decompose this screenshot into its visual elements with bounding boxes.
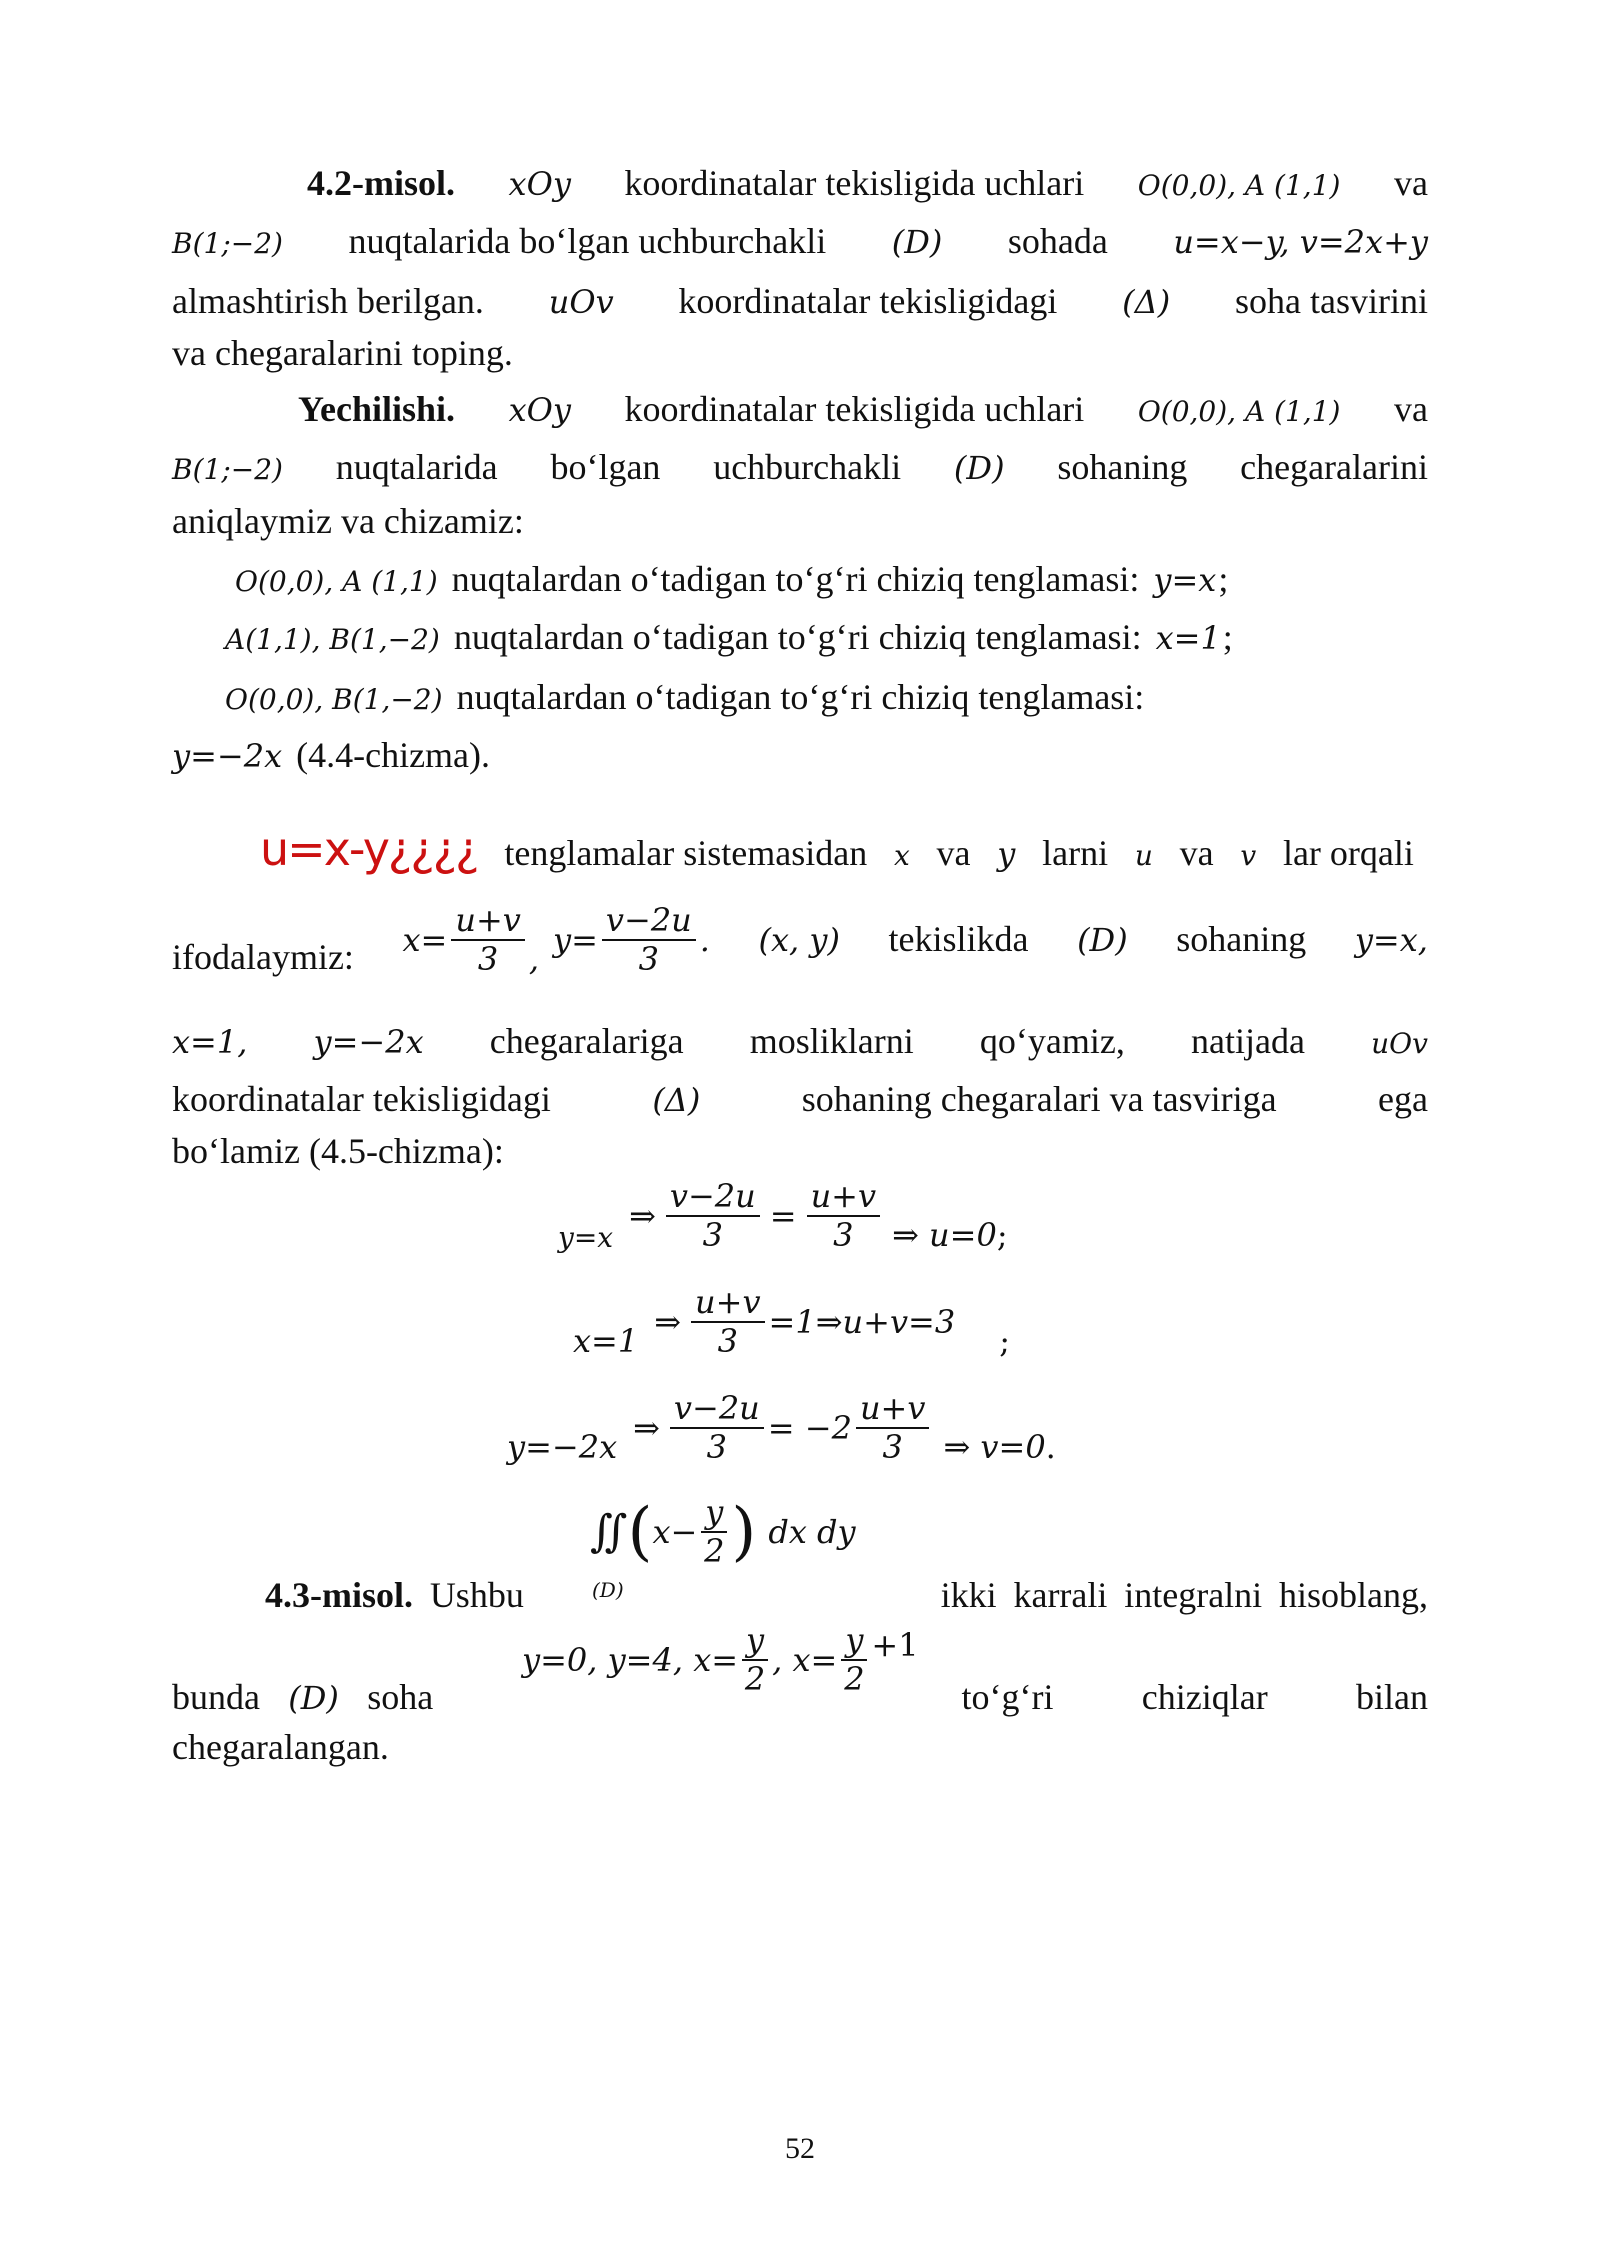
line-row-4 <box>172 734 1428 776</box>
points-oa: O(0,0), A (1,1) <box>1137 169 1341 202</box>
line-row-1 <box>235 558 1438 600</box>
row3-points: O(0,0), B(1,−2) <box>225 683 443 716</box>
p3-text: sohaning chegaralari va tasviriga <box>801 1079 1277 1119</box>
p2-word: chegaralarini <box>1240 447 1428 487</box>
xoy-label: xOy <box>508 165 571 203</box>
word-va: va <box>1394 389 1428 429</box>
p4-line1 <box>265 1574 1428 1616</box>
system-line <box>260 822 1428 876</box>
substitution-formula: u=x−y, v=2x+y <box>1173 223 1428 261</box>
region-bounds: y=0, y=4, x= $\frac{y}{2}$ , x= $\frac{y}{2}$ +1 <box>522 1621 919 1698</box>
p4-word: integralni <box>1124 1575 1263 1615</box>
semicolon: ; <box>1222 617 1233 657</box>
boundary-line <box>172 1020 1428 1062</box>
page-number: 52 <box>785 2132 815 2165</box>
row4-eq: y=−2x <box>172 737 283 775</box>
row-text: nuqtalardan o‘tadigan to‘g‘ri chiziq tenglamasi: <box>451 559 1140 599</box>
p2-line3 <box>172 500 1428 542</box>
row-text: nuqtalardan o‘tadigan to‘g‘ri chiziq tenglamasi: <box>456 677 1145 717</box>
p3-text: sohaning <box>1176 918 1307 959</box>
p3-word: qo‘yamiz, <box>979 1021 1125 1061</box>
var-u: u <box>1134 839 1153 872</box>
p1-line4 <box>172 332 1428 374</box>
p2-line2 <box>172 446 1428 488</box>
p1-line2 <box>172 220 1428 262</box>
word-va: va <box>1393 163 1428 203</box>
p2-word: uchburchakli <box>713 447 902 487</box>
p3-text: koordinatalar tekisligidagi <box>172 1079 551 1119</box>
p1-text: va chegaralarini toping. <box>172 333 513 373</box>
row1-eq: y=x <box>1153 561 1217 599</box>
p3-text: lar orqali <box>1282 833 1414 873</box>
p3-text: bo‘lamiz (4.5-chizma): <box>172 1131 504 1171</box>
p3-text: ifodalaymiz: <box>172 936 354 977</box>
fraction-v-minus-2u: $\frac{v-2u}{3}$ <box>602 902 696 978</box>
p1-text: soha tasvirini <box>1234 281 1428 321</box>
p3-word: mosliklarni <box>749 1021 914 1061</box>
fraction-y-2: $\frac{y}{2}$ <box>701 1494 727 1570</box>
line-row-2 <box>225 616 1428 658</box>
p4-word: to‘g‘ri <box>961 1677 1054 1717</box>
p3-text: tenglamalar sistemasidan <box>504 833 868 873</box>
point-b: B(1;−2) <box>172 453 283 486</box>
domain-delta: (Δ) <box>1122 283 1171 321</box>
equation-1: y=x ⇒ $\frac{v-2u}{3}$ = $\frac{u+v}{3}$ ⇒ u=0 ; <box>558 1177 1008 1254</box>
domain-delta: (Δ) <box>652 1081 701 1119</box>
p2-word: nuqtalarida <box>335 447 498 487</box>
p1-text: koordinatalar tekisligidagi <box>678 281 1058 321</box>
p4-word: chiziqlar <box>1141 1677 1268 1717</box>
p4-word: hisoblang, <box>1278 1575 1428 1615</box>
p2-line1 <box>298 388 1428 430</box>
domain-d: (D) <box>288 1679 339 1717</box>
row2-points: A(1,1), B(1,−2) <box>225 623 440 656</box>
equation-2: x=1 ⇒ $\frac{u+v}{3}$ =1⇒u+v=3 ; <box>573 1283 1010 1360</box>
p1-text: almashtirish berilgan. <box>172 281 484 321</box>
fraction-u-plus-v: $\frac{u+v}{3}$ <box>451 902 525 978</box>
uov-label: uOv <box>548 283 614 321</box>
double-integral: ∬ ( x− $\frac{y}{2}$ ) dx dy <box>590 1493 856 1570</box>
p3-word: natijada <box>1191 1021 1305 1061</box>
var-v: v <box>1240 839 1257 872</box>
p4-word: ikki <box>940 1575 997 1615</box>
p1-line1 <box>307 162 1428 204</box>
word-va: va <box>1179 833 1214 873</box>
p1-text: nuqtalarida bo‘lgan uchburchakli <box>348 221 827 261</box>
result-line <box>172 1130 1428 1172</box>
domain-d: (D) <box>891 223 943 261</box>
p4-text: chegaralangan. <box>172 1727 389 1767</box>
solution-title: Yechilishi. <box>298 389 456 429</box>
domain-d: (D) <box>953 449 1005 487</box>
semicolon: ; <box>1218 559 1229 599</box>
word-soha: soha <box>367 1677 434 1717</box>
p2-word: bo‘lgan <box>550 447 661 487</box>
p3-text: tekislikda <box>888 918 1029 959</box>
equation-3: y=−2x ⇒ $\frac{v-2u}{3}$ = −2 $\frac{u+v}{3}$ ⇒ v=0 . <box>507 1389 1056 1466</box>
line-row-3 <box>225 676 1428 718</box>
p2-text: koordinatalar tekisligida uchlari <box>624 389 1085 429</box>
row1-points: O(0,0), A (1,1) <box>235 565 438 598</box>
integral-domain: (D) <box>592 1578 624 1602</box>
row4-text: (4.4-chizma). <box>296 735 491 775</box>
boundary-y-m2x: y=−2x <box>313 1023 424 1061</box>
var-y: y <box>997 835 1016 873</box>
p4-word: karrali <box>1013 1575 1108 1615</box>
xy-plane: (x, y) <box>758 920 840 959</box>
p1-text: sohada <box>1007 221 1108 261</box>
p1-line3 <box>172 280 1428 322</box>
image-line <box>172 1078 1428 1120</box>
uov-label: uOv <box>1371 1027 1428 1060</box>
example-title: 4.2-misol. <box>307 163 455 203</box>
domain-d: (D) <box>1077 920 1128 959</box>
row-text: nuqtalardan o‘tadigan to‘g‘ri chiziq tenglamasi: <box>453 617 1142 657</box>
row2-eq: x=1 <box>1155 619 1221 657</box>
p3-text: larni <box>1042 833 1109 873</box>
points-oa: O(0,0), A (1,1) <box>1137 395 1341 428</box>
example2-title: 4.3-misol. <box>265 1575 413 1615</box>
word-ushbu: Ushbu <box>429 1575 524 1615</box>
p4-word: bilan <box>1356 1677 1428 1717</box>
p4-line3 <box>172 1726 1428 1768</box>
word-ega: ega <box>1378 1079 1428 1119</box>
word-bunda: bunda <box>172 1677 260 1717</box>
var-x: x <box>893 839 910 872</box>
p4-line2 <box>172 1676 1428 1718</box>
p2-text: aniqlaymiz va chizamiz: <box>172 501 524 541</box>
system-formula: u=x-y¿¿¿¿ <box>260 822 478 876</box>
integral-sign: ∬ <box>590 1506 628 1558</box>
p2-word: sohaning <box>1057 447 1188 487</box>
p1-text: koordinatalar tekisligida uchlari <box>624 163 1085 203</box>
x-expression: x= $\frac{u+v}{3}$ , y= $\frac{v-2u}{3}$ . <box>402 901 710 978</box>
word-va: va <box>936 833 971 873</box>
p3-word: chegaralariga <box>489 1021 684 1061</box>
boundary-y-x: y=x, <box>1354 920 1428 959</box>
point-b: B(1;−2) <box>172 227 283 260</box>
expr-line <box>172 902 1428 978</box>
boundary-x-1: x=1, <box>172 1023 248 1061</box>
xoy-label: xOy <box>508 391 571 429</box>
